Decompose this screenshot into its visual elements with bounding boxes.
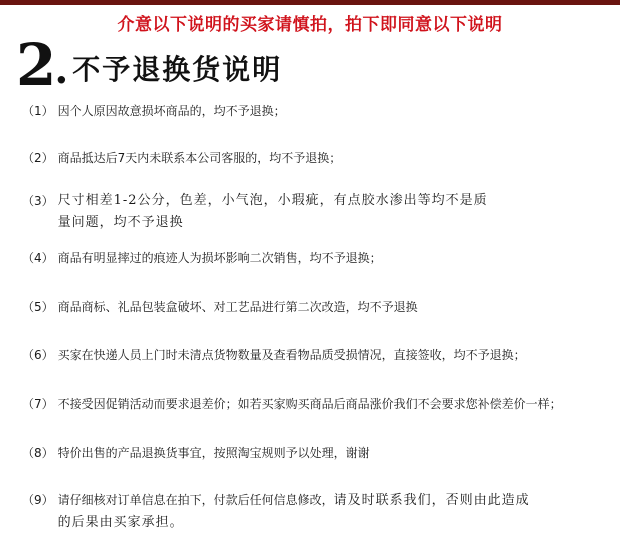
item-text-part-1: 请仔细核对订单信息在拍下，付款后任何信息修改，: [57, 493, 334, 507]
policy-item-2: [22, 150, 618, 167]
item-text-part-2: 请及时联系我们，否则由此造成: [333, 493, 530, 508]
policy-item-5: [22, 299, 618, 316]
item-number: （3）: [22, 194, 54, 208]
item-text: 买家在快递人员上门时未清点货物数量及查看物品质受损情况，直接签收，均不予退换；: [57, 348, 526, 362]
item-text: 商品有明显摔过的痕迹人为损坏影响二次销售，均不予退换；: [57, 251, 382, 265]
policy-item-3: [22, 190, 618, 234]
policy-item-8: [22, 445, 618, 462]
item-number: （4）: [22, 251, 54, 265]
policy-item-4: [22, 250, 618, 267]
item-number: （2）: [22, 151, 54, 165]
item-text: 不接受因促销活动而要求退差价；如若买家购买商品后商品涨价我们不会要求您补偿差价一样；: [57, 397, 562, 411]
title-dot: .: [54, 46, 69, 93]
item-text: 商品抵达后7天内未联系本公司客服的，均不予退换；: [57, 151, 342, 165]
title-text: 不予退换货说明: [72, 53, 283, 86]
item-text: 商品商标、礼品包装盒破坏、对工艺品进行第二次改造，均不予退换: [57, 300, 418, 314]
item-number: （7）: [22, 397, 54, 411]
item-text-line-1: 尺寸相差1-2公分，色差，小气泡，小瑕疵，有点胶水渗出等均不是质: [57, 193, 488, 208]
top-border: [0, 0, 620, 5]
notice-text: 介意以下说明的买家请慎拍，拍下即同意以下说明: [117, 15, 503, 35]
item-number: （1）: [22, 104, 54, 118]
item-text-line-2: 的后果由买家承担。: [57, 515, 184, 530]
item-number: （5）: [22, 300, 54, 314]
policy-item-9: [22, 489, 618, 534]
item-number: （9）: [22, 493, 54, 507]
item-number: （6）: [22, 348, 54, 362]
item-text: 因个人原因故意损坏商品的，均不予退换；: [57, 104, 286, 118]
policy-item-6: [22, 347, 618, 364]
title-number: 2: [16, 31, 57, 99]
item-text: 特价出售的产品退换货事宜，按照淘宝规则予以处理，谢谢: [57, 446, 370, 460]
item-number: （8）: [22, 446, 54, 460]
policy-item-1: [22, 103, 618, 120]
item-text-line-2: 量问题，均不予退换: [57, 215, 184, 230]
policy-item-7: [22, 396, 618, 413]
section-title: [16, 31, 283, 99]
